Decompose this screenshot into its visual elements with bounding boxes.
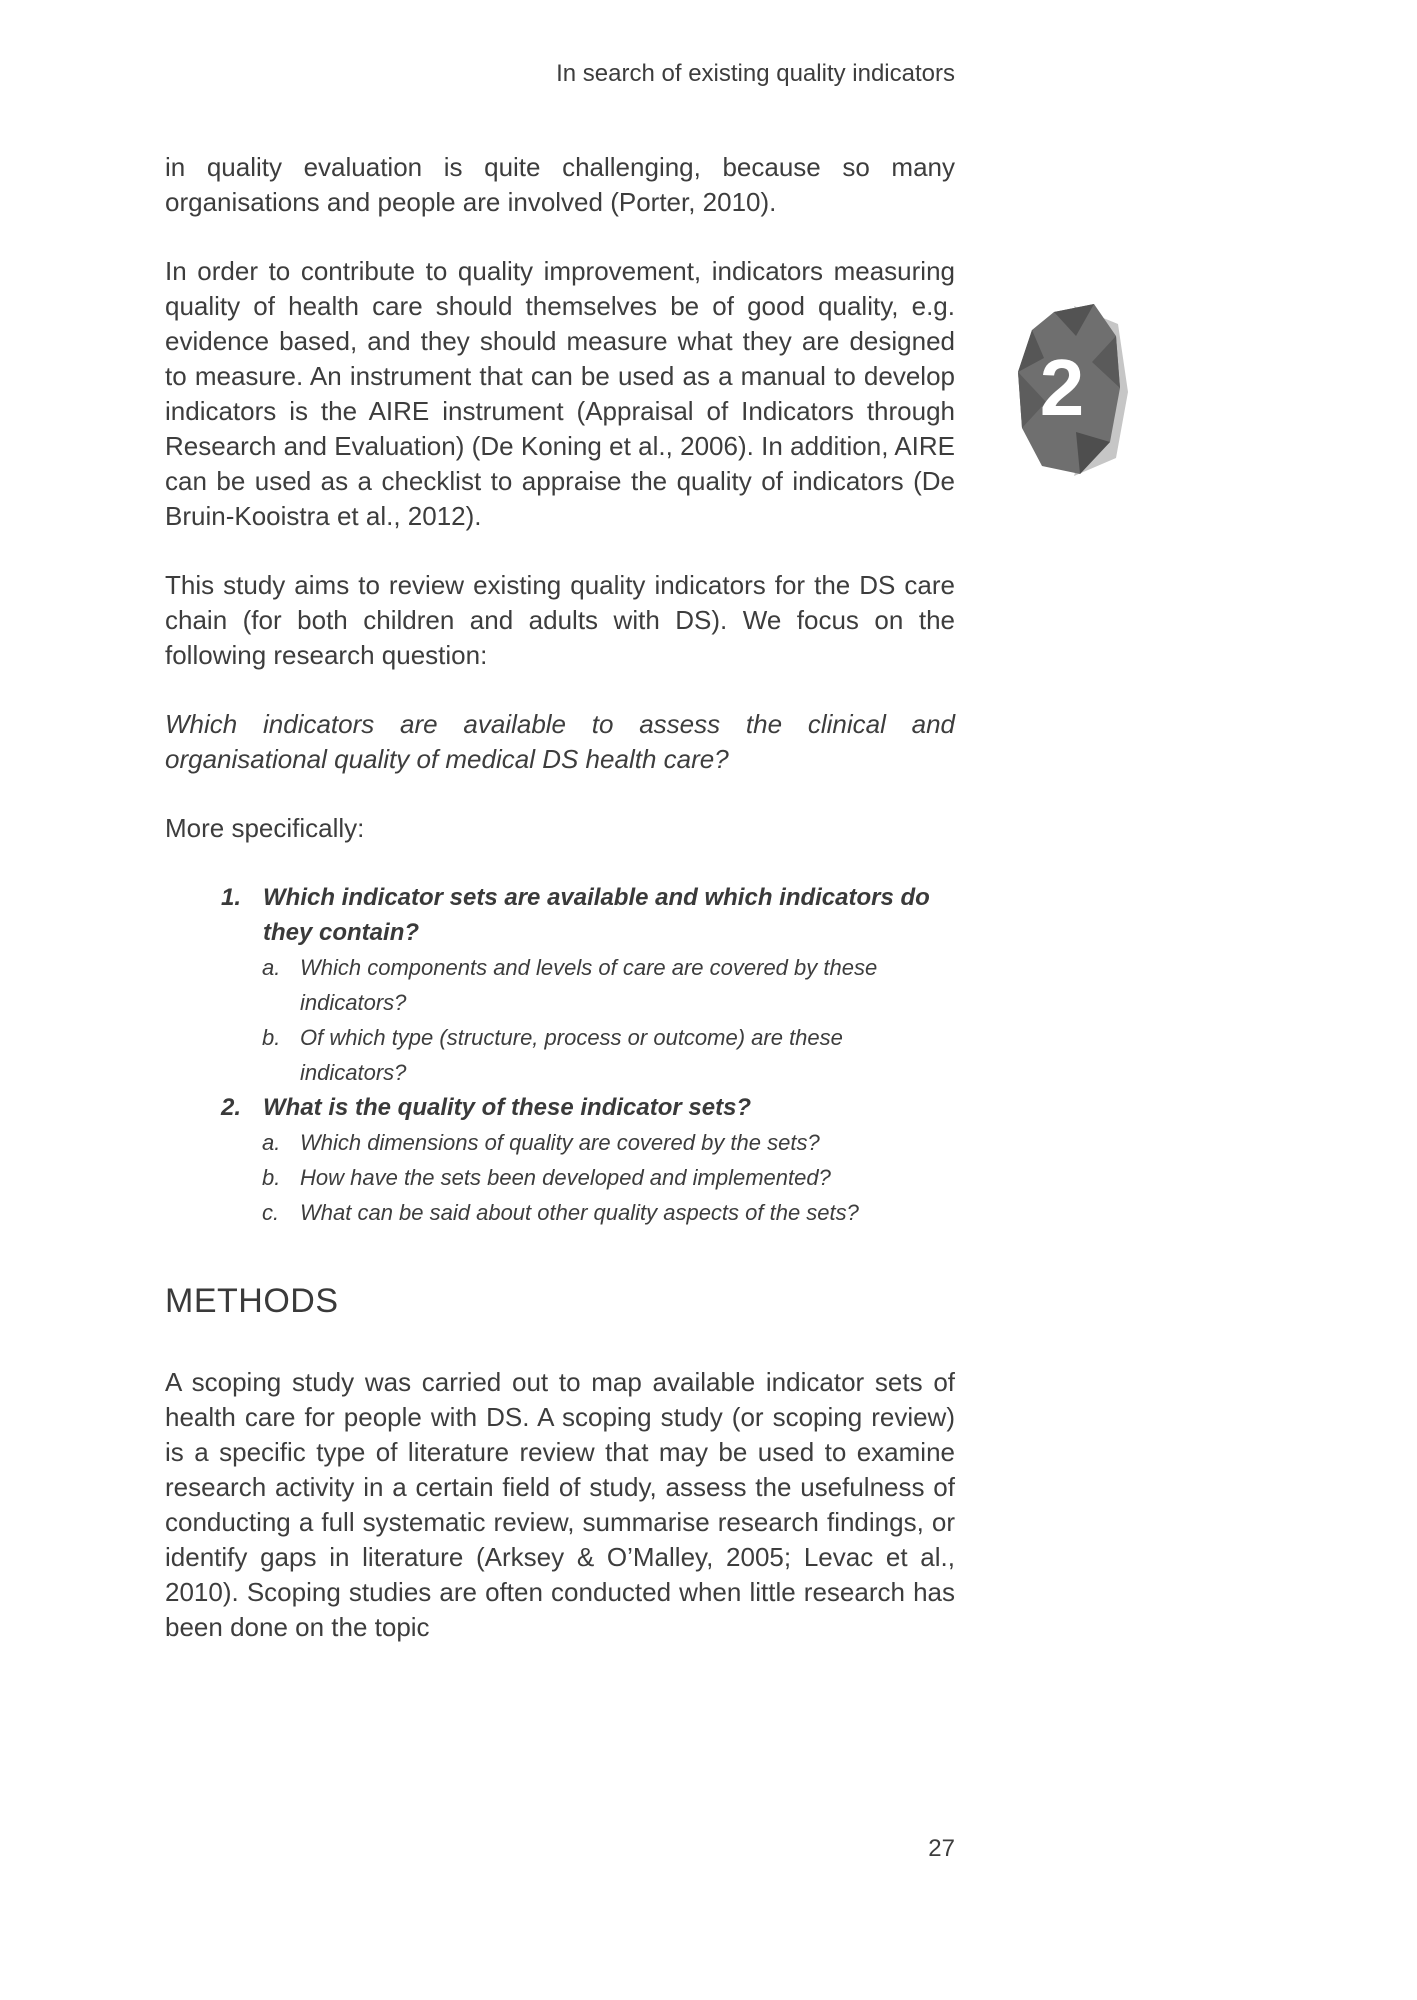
running-header: In search of existing quality indicators bbox=[556, 60, 955, 87]
chapter-badge bbox=[1016, 300, 1130, 480]
more-specifically-label: More specifically: bbox=[165, 813, 365, 843]
list-subitem bbox=[165, 1160, 955, 1195]
page-number: 27 bbox=[928, 1835, 955, 1862]
methods-heading: METHODS bbox=[165, 1282, 339, 1320]
research-questions-list bbox=[165, 880, 955, 1230]
list-item bbox=[165, 1090, 955, 1125]
list-subitem-letter: c. bbox=[262, 1200, 280, 1225]
list-subitem bbox=[165, 1125, 955, 1160]
list-item bbox=[165, 880, 955, 950]
paragraph-study-aim: This study aims to review existing quality indicators for the DS care chain (for both children and adults with DS). We focus on the following research question: bbox=[165, 570, 955, 670]
list-item-number: 1. bbox=[221, 884, 242, 911]
list-subitem-text: How have the sets been developed and implemented? bbox=[300, 1165, 831, 1190]
chapter-badge-graphic bbox=[1016, 300, 1130, 480]
list-subitem-letter: a. bbox=[262, 955, 281, 980]
list-subitem bbox=[165, 1020, 955, 1090]
list-subitem bbox=[165, 1195, 955, 1230]
list-subitem-letter: a. bbox=[262, 1130, 281, 1155]
list-subitem-text: Of which type (structure, process or outcome) are these indicators? bbox=[300, 1025, 843, 1085]
research-question: Which indicators are available to assess the clinical and organisational quality of medical DS health care? bbox=[165, 709, 955, 774]
paragraph-aire-instrument: In order to contribute to quality improvement, indicators measuring quality of health care should themselves be of good quality, e.g. evidence based, and they should measure what they are designed to measure. An instrument that can be used as a manual to develop indicators is the AIRE instrument (Appraisal of Indicators through Research and Evaluation) (De Koning et al., 2006). In addition, AIRE can be used as a checklist to appraise the quality of indicators (De Bruin-Kooistra et al., 2012). bbox=[165, 256, 955, 531]
list-subitem-text: Which dimensions of quality are covered by the sets? bbox=[300, 1130, 820, 1155]
paragraph-methods-scoping: A scoping study was carried out to map available indicator sets of health care for people with DS. A scoping study (or scoping review) is a specific type of literature review that may be used to examine research activity in a certain field of study, assess the usefulness of conducting a full systematic review, summarise research findings, or identify gaps in literature (Arksey & O’Malley, 2005; Levac et al., 2010). Scoping studies are often conducted when little research has been done on the topic bbox=[165, 1367, 955, 1642]
list-item-number: 2. bbox=[221, 1094, 242, 1121]
paragraph-intro-continued: in quality evaluation is quite challenging, because so many organisations and people are involved (Porter, 2010). bbox=[165, 152, 955, 217]
chapter-number: 2 bbox=[1039, 343, 1085, 432]
list-item-text: What is the quality of these indicator sets? bbox=[263, 1094, 752, 1121]
list-subitem bbox=[165, 950, 955, 1020]
page-body bbox=[165, 150, 955, 1679]
list-subitem-letter: b. bbox=[262, 1025, 281, 1050]
list-subitem-text: What can be said about other quality aspects of the sets? bbox=[300, 1200, 859, 1225]
list-subitem-text: Which components and levels of care are covered by these indicators? bbox=[300, 955, 878, 1015]
list-subitem-letter: b. bbox=[262, 1165, 281, 1190]
list-item-text: Which indicator sets are available and which indicators do they contain? bbox=[263, 884, 930, 946]
